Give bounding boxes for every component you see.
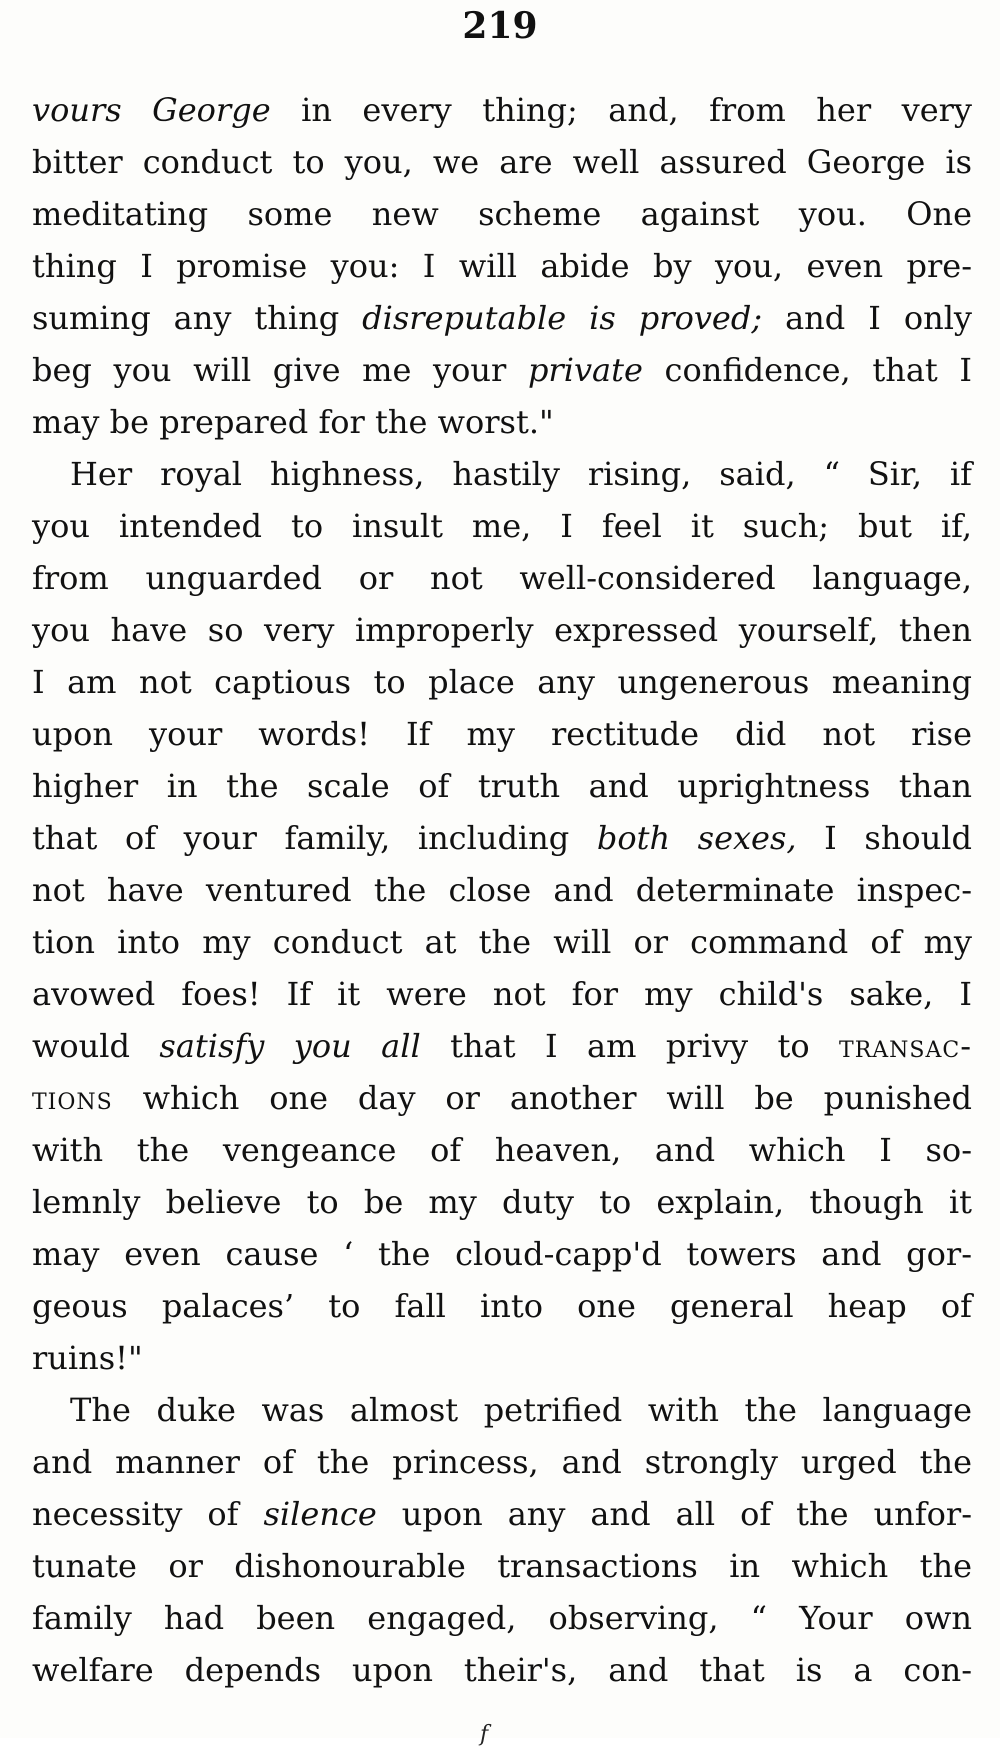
text-line: you intended to insult me, I feel it such; but if,	[32, 507, 972, 545]
text-line: from unguarded or not well-considered language,	[32, 559, 972, 597]
text-line: meditating some new scheme against you. One	[32, 195, 972, 233]
text-line: ruins!"	[32, 1339, 143, 1377]
text-line: tions which one day or another will be punished	[32, 1079, 972, 1117]
text-line: tion into my conduct at the will or command of my	[32, 923, 972, 961]
text-line: would satisfy you all that I am privy to transac-	[32, 1027, 973, 1065]
text-line: thing I promise you: I will abide by you, even pre-	[32, 247, 972, 285]
text-line: family had been engaged, observing, “ Your own	[32, 1599, 972, 1637]
body-text	[32, 84, 972, 1696]
text-line: bitter conduct to you, we are well assured George is	[32, 143, 972, 181]
text-line: upon your words! If my rectitude did not rise	[32, 715, 972, 753]
text-line: with the vengeance of heaven, and which I so-	[32, 1131, 972, 1169]
paragraph-start-line: Her royal highness, hastily rising, said, “ Sir, if	[70, 455, 972, 493]
text-line: you have so very improperly expressed yourself, then	[32, 611, 972, 649]
text-line: higher in the scale of truth and uprightness than	[32, 767, 972, 805]
text-line: welfare depends upon their's, and that is a con-	[32, 1651, 972, 1689]
text-line: and manner of the princess, and strongly urged the	[32, 1443, 972, 1481]
paragraph-start-line: The duke was almost petrified with the language	[70, 1391, 972, 1429]
text-line: suming any thing disreputable is proved; and I only	[32, 299, 973, 337]
text-line: I am not captious to place any ungenerous meaning	[32, 663, 972, 701]
page-number: 219	[462, 5, 538, 47]
text-line: may be prepared for the worst."	[32, 403, 554, 441]
text-line: not have ventured the close and determinate inspec-	[32, 871, 972, 909]
text-line: that of your family, including both sexes, I should	[32, 819, 973, 857]
text-line: tunate or dishonourable transactions in which the	[32, 1547, 972, 1585]
text-line: may even cause ‘ the cloud-capp'd towers and gor-	[32, 1235, 972, 1273]
text-line: lemnly believe to be my duty to explain, though it	[32, 1183, 972, 1221]
text-line: avowed foes! If it were not for my child's sake, I	[32, 975, 972, 1013]
text-line: necessity of silence upon any and all of the unfor-	[32, 1495, 973, 1533]
text-line: vours George in every thing; and, from her very	[32, 91, 973, 129]
text-line: beg you will give me your private confidence, that I	[32, 351, 973, 389]
text-line: geous palaces’ to fall into one general heap of	[32, 1287, 972, 1325]
signature-mark: f	[480, 1722, 489, 1747]
